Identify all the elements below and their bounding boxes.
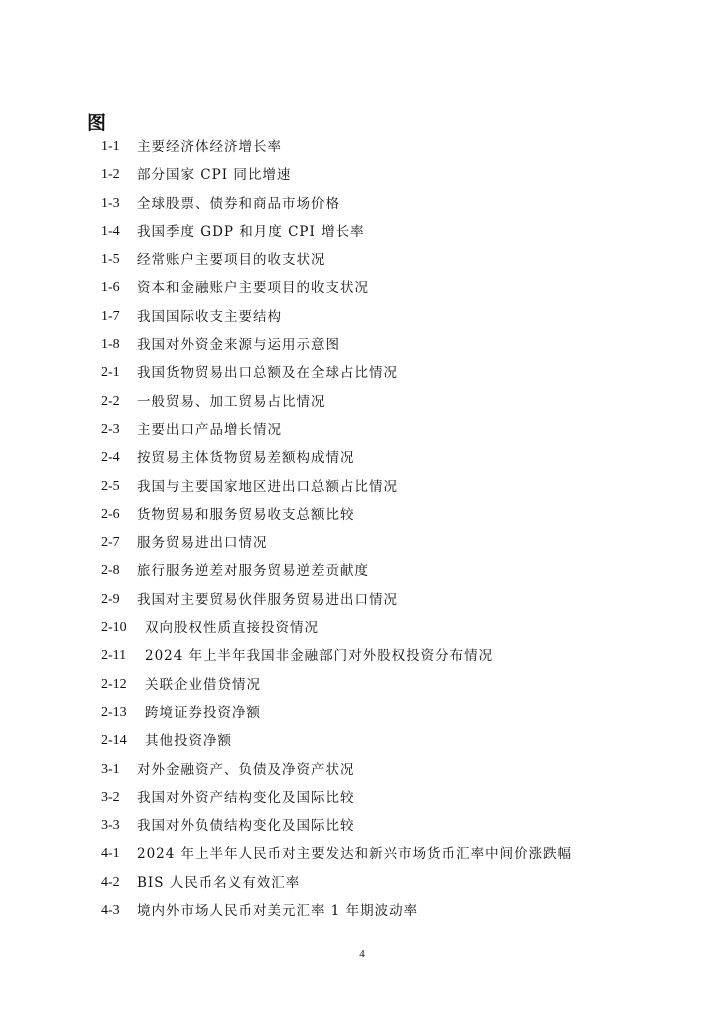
figure-list-item <box>101 161 701 189</box>
figure-number: 4-1 <box>101 846 120 862</box>
figure-number: 1-4 <box>101 223 120 239</box>
figure-list-item <box>101 614 701 642</box>
figure-list <box>101 133 701 925</box>
figure-title: 主要出口产品增长情况 <box>137 421 282 438</box>
figure-list-item <box>101 529 701 557</box>
figure-title: 部分国家 CPI 同比增速 <box>137 167 292 184</box>
figure-title: BIS 人民币名义有效汇率 <box>137 874 301 891</box>
figure-number: 2-9 <box>101 591 120 607</box>
figure-list-item <box>101 473 701 501</box>
figure-number: 3-3 <box>101 818 120 834</box>
figure-list-item <box>101 784 701 812</box>
figure-number: 2-12 <box>101 676 127 692</box>
figure-list-item <box>101 190 701 218</box>
figure-title: 对外金融资产、负债及净资产状况 <box>137 761 355 778</box>
figure-list-item <box>101 246 701 274</box>
figure-number: 1-5 <box>101 252 120 268</box>
figure-list-item <box>101 133 701 161</box>
figure-title: 我国对外负债结构变化及国际比较 <box>137 818 355 835</box>
figure-number: 4-2 <box>101 874 120 890</box>
figure-title: 货物贸易和服务贸易收支总额比较 <box>137 506 355 523</box>
figure-list-item <box>101 274 701 302</box>
figure-number: 2-1 <box>101 365 120 381</box>
figure-title: 我国对主要贸易伙伴服务贸易进出口情况 <box>137 591 398 608</box>
figure-title: 旅行服务逆差对服务贸易逆差贡献度 <box>137 563 369 580</box>
figure-title: 我国对外资产结构变化及国际比较 <box>137 789 355 806</box>
figure-title: 服务贸易进出口情况 <box>137 535 268 552</box>
figure-list-item <box>101 727 701 755</box>
figure-list-item <box>101 642 701 670</box>
figure-list-item <box>101 897 701 925</box>
figure-number: 2-13 <box>101 704 127 720</box>
figure-list-item <box>101 671 701 699</box>
figure-list-item <box>101 812 701 840</box>
figure-number: 1-7 <box>101 308 120 324</box>
figure-title: 全球股票、债券和商品市场价格 <box>137 195 340 212</box>
figure-title: 我国对外资金来源与运用示意图 <box>137 337 340 354</box>
figure-title: 资本和金融账户主要项目的收支状况 <box>137 280 369 297</box>
figure-number: 2-3 <box>101 421 120 437</box>
figure-number: 2-10 <box>101 620 127 636</box>
figure-number: 4-3 <box>101 903 120 919</box>
page-number: 4 <box>359 948 365 960</box>
figure-number: 2-7 <box>101 535 120 551</box>
figure-number: 2-2 <box>101 393 120 409</box>
figure-title: 其他投资净额 <box>145 733 232 750</box>
figure-number: 1-6 <box>101 280 120 296</box>
figure-list-item <box>101 218 701 246</box>
figure-number: 1-3 <box>101 195 120 211</box>
figure-title: 2024 年上半年我国非金融部门对外股权投资分布情况 <box>145 648 494 665</box>
figure-title: 双向股权性质直接投资情况 <box>145 620 319 637</box>
figure-number: 2-5 <box>101 478 120 494</box>
figure-title: 按贸易主体货物贸易差额构成情况 <box>137 450 355 467</box>
figure-title: 我国与主要国家地区进出口总额占比情况 <box>137 478 398 495</box>
figure-number: 3-1 <box>101 761 120 777</box>
figure-title: 我国季度 GDP 和月度 CPI 增长率 <box>137 223 365 240</box>
figure-title: 一般贸易、加工贸易占比情况 <box>137 393 326 410</box>
figure-title: 主要经济体经济增长率 <box>137 139 282 155</box>
figure-list-item <box>101 359 701 387</box>
figure-title: 关联企业借贷情况 <box>145 676 261 693</box>
figure-list-item <box>101 444 701 472</box>
figure-title: 境内外市场人民币对美元汇率 1 年期波动率 <box>137 903 419 920</box>
figure-number: 1-8 <box>101 337 120 353</box>
figure-list-item <box>101 303 701 331</box>
figure-number: 3-2 <box>101 789 120 805</box>
figure-number: 2-8 <box>101 563 120 579</box>
figure-title: 我国国际收支主要结构 <box>137 308 282 325</box>
figure-number: 1-2 <box>101 167 120 183</box>
figure-number: 2-6 <box>101 506 120 522</box>
figure-list-item <box>101 557 701 585</box>
figure-list-item <box>101 416 701 444</box>
figure-title: 跨境证券投资净额 <box>145 704 261 721</box>
figure-title: 我国货物贸易出口总额及在全球占比情况 <box>137 365 398 382</box>
figure-list-item <box>101 756 701 784</box>
figure-list-item <box>101 699 701 727</box>
figure-list-item <box>101 586 701 614</box>
figure-title: 经常账户主要项目的收支状况 <box>137 252 326 269</box>
figure-list-item <box>101 869 701 897</box>
figure-number: 1-1 <box>101 139 120 154</box>
figure-number: 2-14 <box>101 733 127 749</box>
figure-list-item <box>101 840 701 868</box>
figure-list-item <box>101 331 701 359</box>
figure-list-item <box>101 501 701 529</box>
section-heading: 图 <box>87 112 107 134</box>
figure-list-item <box>101 388 701 416</box>
figure-title: 2024 年上半年人民币对主要发达和新兴市场货币汇率中间价涨跌幅 <box>137 846 573 863</box>
figure-number: 2-4 <box>101 450 120 466</box>
figure-number: 2-11 <box>101 648 127 664</box>
